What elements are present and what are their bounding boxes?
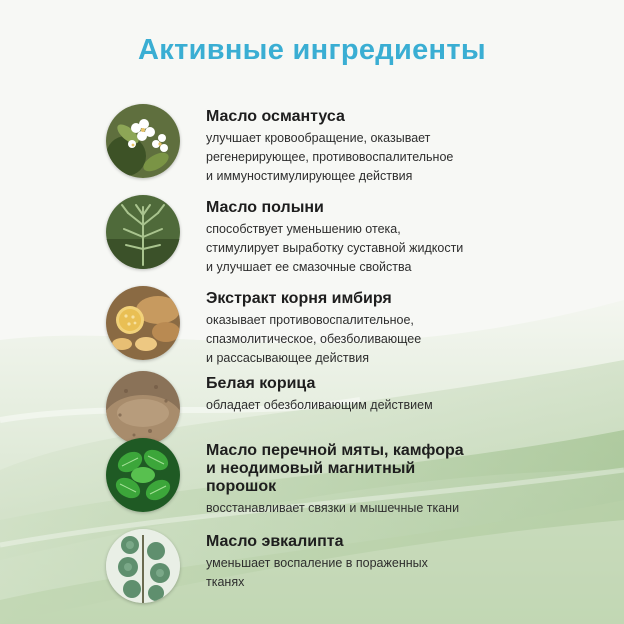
- ingredient-name: Масло эвкалипта: [206, 533, 344, 550]
- ingredient-name: Масло османтуса: [206, 108, 345, 125]
- ingredient-name: Масло полыни: [206, 199, 324, 216]
- eucalyptus-leaves-icon: [106, 529, 180, 603]
- ingredient-description: улучшает кровообращение, оказывает регенерирующее, противовоспалительное и иммуностимулирующее действия: [206, 131, 454, 183]
- ingredient-description: восстанавливает связки и мышечные ткани: [206, 501, 460, 515]
- ingredient-name: Белая корица: [206, 375, 316, 392]
- cinnamon-powder-icon: [106, 371, 180, 445]
- ingredient-description: уменьшает воспаление в пораженных тканях: [206, 556, 428, 589]
- ingredient-description: способствует уменьшению отека, стимулирует выработку суставной жидкости и улучшает ее смазочные свойства: [206, 222, 464, 274]
- osmanthus-flower-icon: [106, 104, 180, 178]
- ingredient-description: оказывает противовоспалительное, спазмолитическое, обезболивающее и рассасывающее действия: [206, 313, 422, 365]
- ingredient-name: Экстракт корня имбиря: [206, 290, 392, 307]
- ginger-root-icon: [106, 286, 180, 360]
- mint-leaves-icon: [106, 438, 180, 512]
- page-title: Активные ингредиенты: [138, 34, 486, 66]
- ingredient-description: обладает обезболивающим действием: [206, 398, 433, 412]
- wormwood-herb-icon: [106, 195, 180, 269]
- ingredient-name: Масло перечной мяты, камфора и неодимовый магнитный порошок: [206, 442, 464, 495]
